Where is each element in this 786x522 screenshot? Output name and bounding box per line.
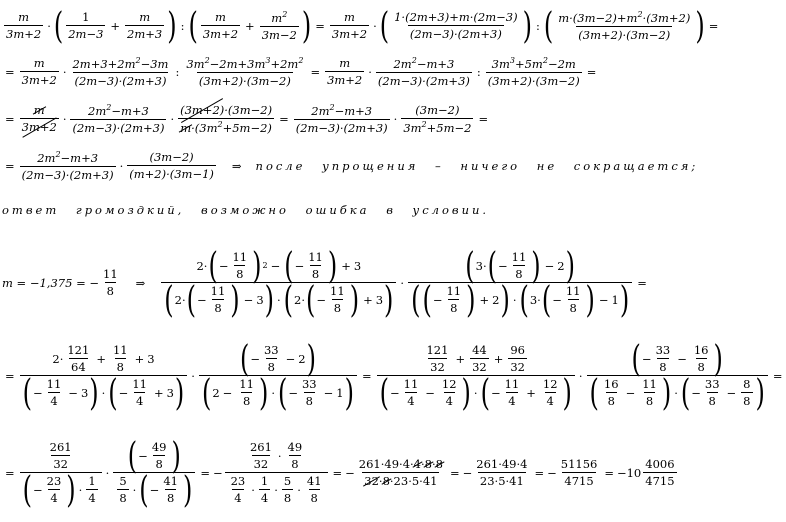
final-whole: −10: [616, 465, 642, 480]
comment-text: после упрощения – ничего не сокращается;: [255, 158, 699, 173]
m-value: m = −1,375 = −: [2, 275, 99, 290]
numeric-line-2: = $\frac{261}{32}$ ( − $\frac{23}{4}$ ) · 1 4 · ( − $\frac{49}{8}$ ) 5 8 · ( − $\frac{41}{8}$ ) = − 261 32 · 49 8 23 4 · 1 4 · 5 8 · 41 8 = − $\frac{261\cdot 49\cdot 4\cdot 4\cdot 8\cdot 8}{32\cdot 8\cdot 23\cdot 5\cdot 41}$ = − $\frac{261\cdot 49\cdot 4}{23\cdot 5\cdot 41}$ = − $\frac{51156}{4715}$ = −10 4006 4715: [2, 440, 679, 505]
numeric-line-1: = 2· 121 64 + $\frac{11}{8}$ + 3 ( − $\frac{11}{4}$ − 3 ) · ( − $\frac{11}{4}$ + 3 ) · ( − $\frac{33}{8}$ − 2 ) ( 2 − $\frac{11}{8}$ ) · ( − $\frac{33}{8}$ − 1 ) = 121 32 + $\frac{44}{32}$ + $\frac{96}{32}$ ( − $\frac{11}{4}$ − $\frac{12}{4}$ ) · ( − $\frac{11}{4}$ + $\frac{12}{4}$ ) · ( − $\frac{33}{8}$ − $\frac{16}{8}$ ) ( 16 8 − $\frac{11}{8}$ ) · ( − $\frac{33}{8}$ − $\frac{8}{8}$ ) =: [2, 343, 786, 408]
equation-line-3: = $\frac{m}{3m+2}$ · $2m^2-m+3$ (2m−3)·(2m+3) · $\frac{(3m+2)\cdot(3m-2)}{m\cdot(3m^2+5m-2)}$ = $\frac{2m^2-m+3}{(2m-3)\cdot(2m+3)}$ · $\frac{(3m-2)}{3m^2+5m-2}$ =: [5, 103, 489, 135]
substitution-line: m = −1,375 = − $\frac{11}{8}$ ⇒ 2· ( − $\frac{11}{8}$ ) 2 − ( − $\frac{11}{8}$ ) + 3 ( 2· ( − $\frac{11}{8}$ ) − 3 ) · ( 2· ( − $\frac{11}{8}$ ) + 3 ) · ( 3· ( − $\frac{11}{8}$ ) − 2 ) ( ( − $\frac{11}{8}$ ) + 2 ) · ( 3· ( − $\frac{11}{8}$ ) − 1 ) =: [2, 250, 650, 315]
equation-line-2: = $\frac{m}{3m+2}$ · $2m+3+2m^2-3m$ (2m−3)·(2m+3) : $\frac{3m^2-2m+3m^3+2m^2}{(3m+2)\cdot(3m-2)}$ = $\frac{m}{3m+2}$ · $2m^2-m+3$ (2m−3)·(2m+3) : $\frac{3m^3+5m^2-2m}{(3m+2)\cdot(3m-2)}$ =: [5, 56, 597, 88]
comment-text-2: ответ громоздкий, возможно ошибка в условии.: [2, 203, 490, 217]
implies-arrow: ⇒: [231, 158, 242, 173]
equation-line-1: m 3m+2 · ( 1 2m−3 + $\frac{m}{2m+3}$ ) : ( m 3m+2 + $\frac{m^2}{3m-2}$ ) = $\frac{m}{3m+2}$ · ( 1·(2m+3)+m·(2m−3) (2m−3)·(2m+3) ) : ( $m\cdot(3m-2)+m^2\cdot(3m+2)$ (3m+2)·(3m−2) ) =: [2, 10, 721, 42]
equation-line-4: = $\frac{2m^2-m+3}{(2m-3)\cdot(2m+3)}$ · (3m−2) (m+2)·(3m−1) ⇒ после упрощения – ничего не сокращается;: [5, 150, 699, 182]
